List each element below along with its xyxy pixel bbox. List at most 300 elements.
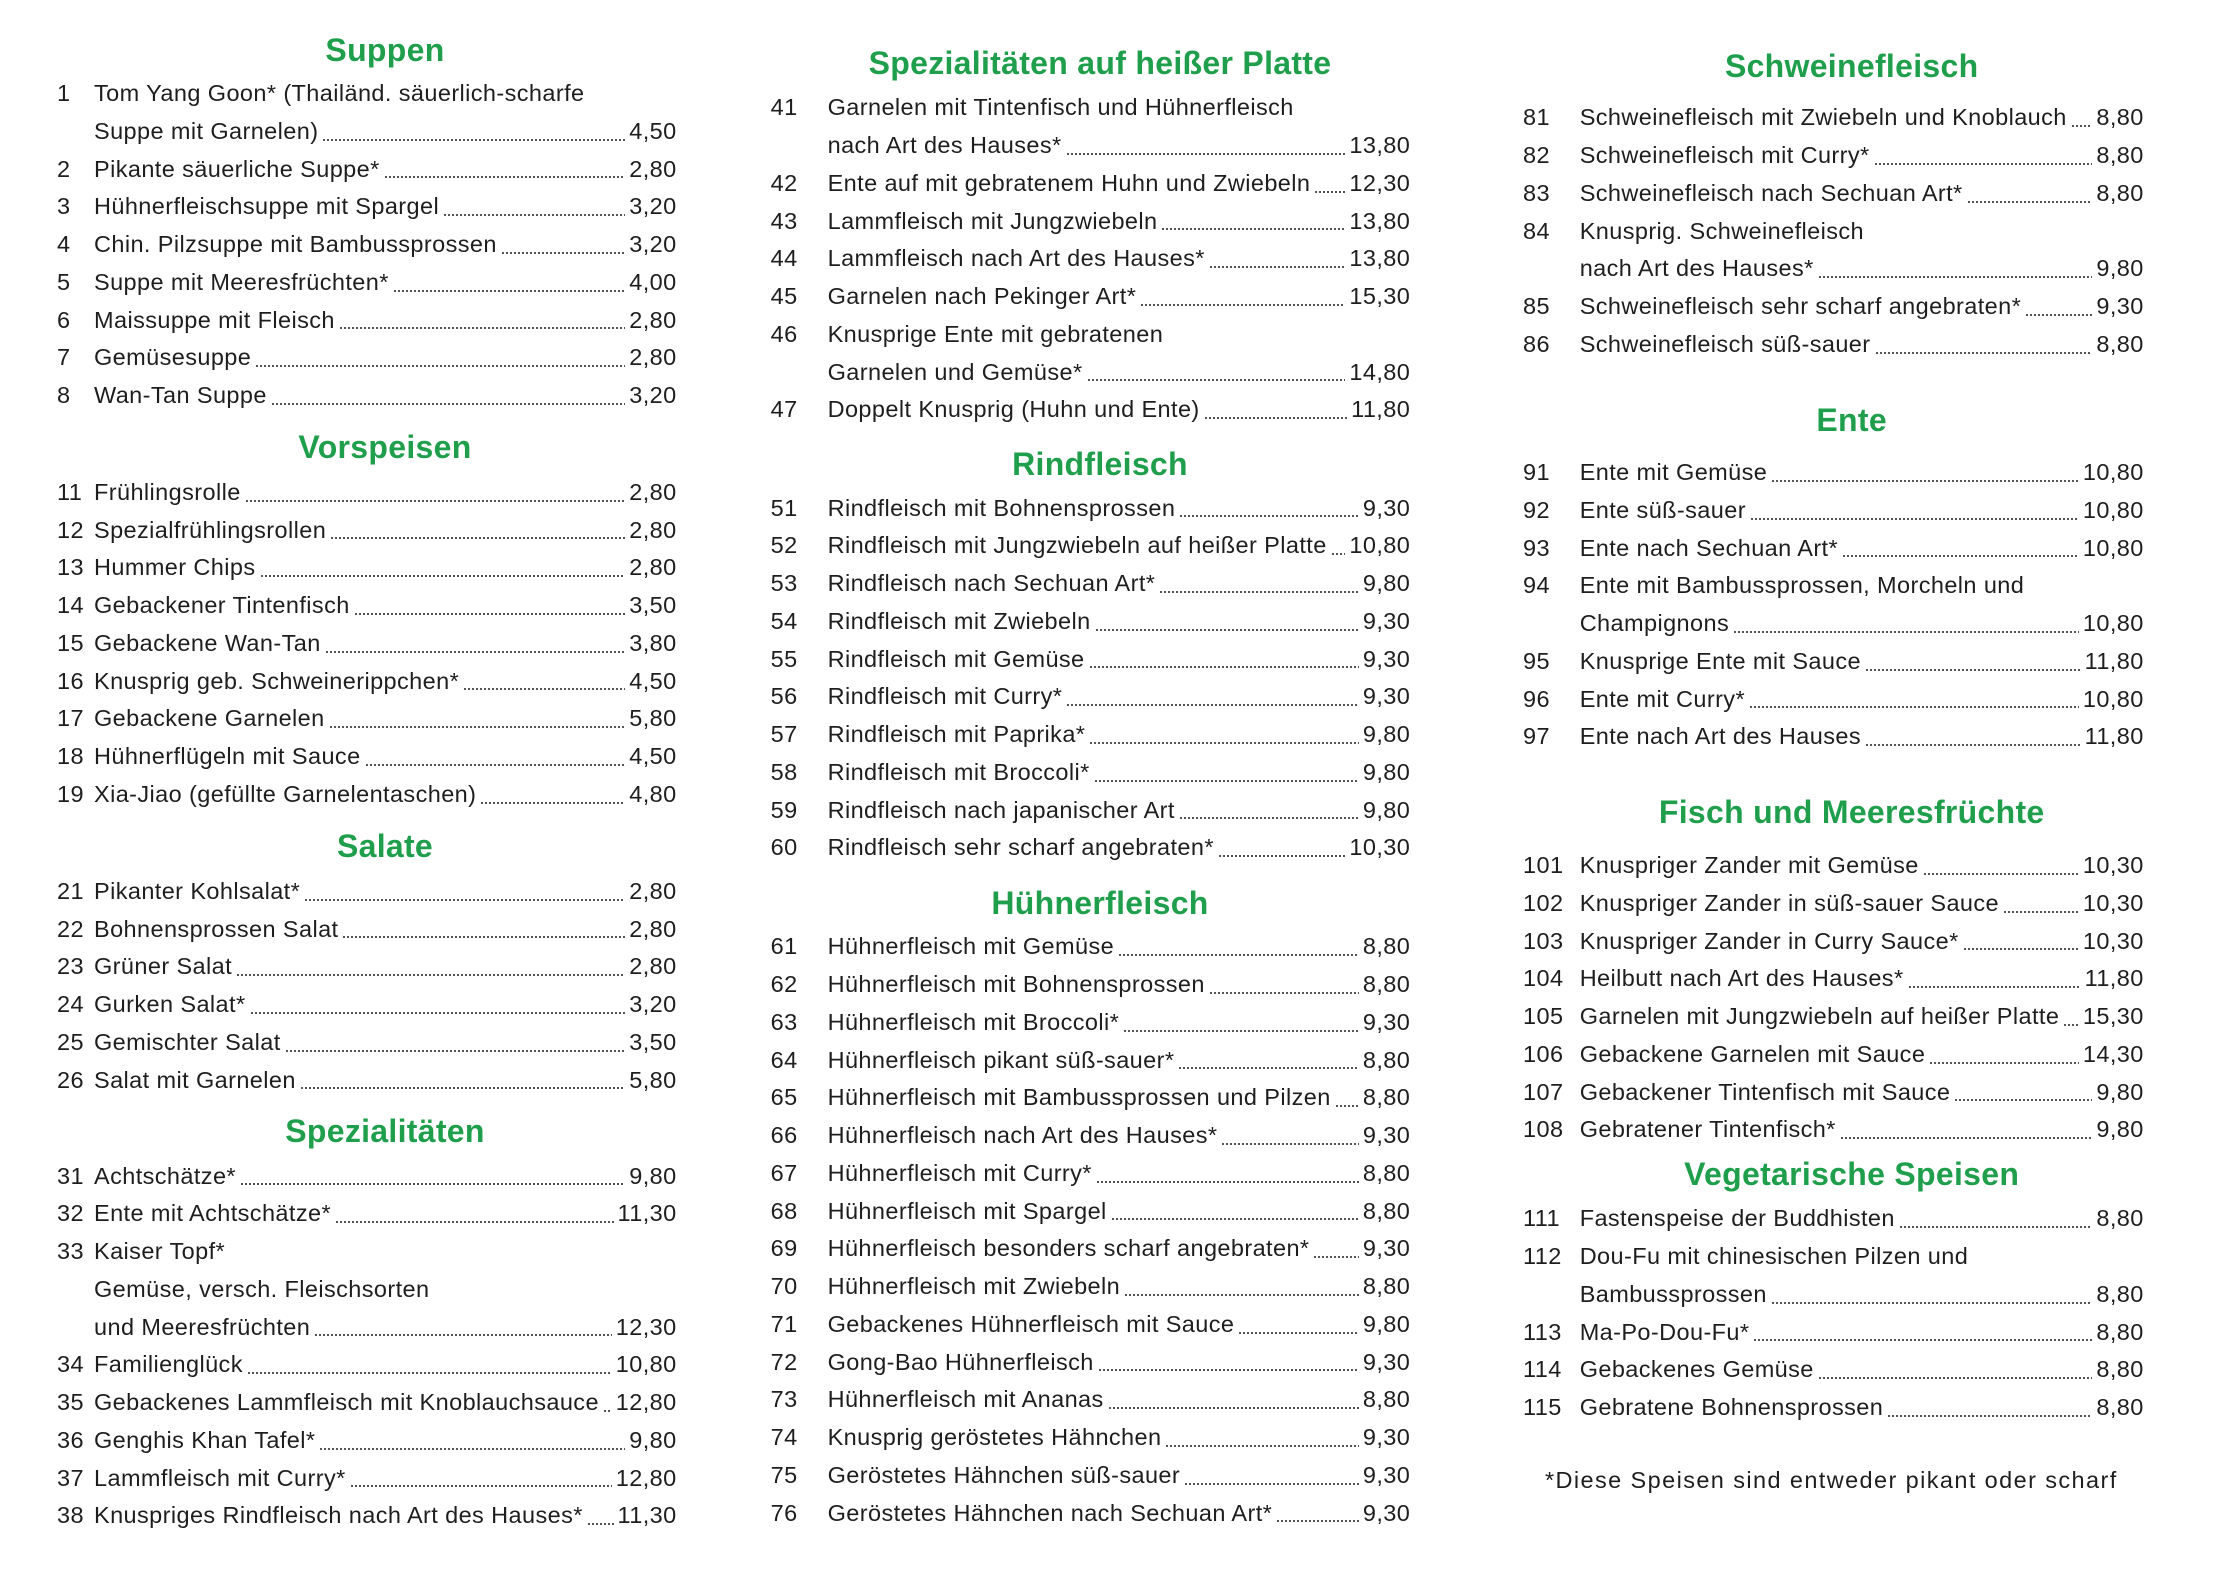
- dot-leader: [1108, 1406, 1359, 1410]
- menu-item-line: [57, 587, 677, 625]
- menu-item-line: [57, 1233, 677, 1271]
- item-price: 8,80: [2096, 1205, 2144, 1232]
- dot-leader: [339, 326, 625, 330]
- item-price: 9,30: [1362, 683, 1411, 710]
- dot-leader: [587, 1522, 614, 1526]
- menu-item-line: [57, 700, 677, 738]
- menu-item-line: [57, 188, 677, 226]
- item-name: Hühnerfleisch nach Art des Hauses*: [827, 1122, 1218, 1149]
- dot-leader: [365, 763, 626, 767]
- item-name: Knusprig. Schweinefleisch: [1579, 217, 1864, 244]
- item-name: Ente mit Achtschätze*: [94, 1200, 331, 1227]
- dot-leader: [354, 612, 626, 616]
- item-number: 115: [1523, 1394, 1562, 1421]
- menu-item-line: [1523, 567, 2144, 605]
- item-price: 9,30: [1362, 1008, 1411, 1035]
- dot-leader: [1184, 1482, 1359, 1486]
- item-name: Knusprige Ente mit Sauce: [1579, 647, 1861, 674]
- item-number: 53: [770, 570, 798, 597]
- dot-leader: [1749, 705, 2079, 709]
- dot-leader: [1204, 416, 1347, 420]
- item-price: 3,80: [629, 629, 677, 656]
- item-name: Hühnerfleisch mit Spargel: [827, 1197, 1107, 1224]
- item-price: 10,30: [2082, 889, 2144, 916]
- dot-leader: [335, 1220, 614, 1224]
- item-name: Ente mit Curry*: [1579, 685, 1746, 712]
- item-number: 24: [57, 991, 84, 1018]
- menu-item-line: [57, 1062, 677, 1100]
- dot-leader: [1111, 1217, 1359, 1221]
- item-name: Rindfleisch mit Jungzwiebeln auf heißer Platte: [827, 532, 1327, 559]
- menu-item-line: [1523, 998, 2144, 1036]
- item-number: 76: [770, 1499, 798, 1526]
- item-number: 74: [770, 1424, 798, 1451]
- dot-leader: [1209, 265, 1346, 269]
- item-number: 113: [1523, 1318, 1562, 1345]
- item-number: 94: [1523, 572, 1550, 599]
- menu-item-line: [771, 603, 1411, 641]
- item-price: 2,80: [629, 306, 677, 333]
- item-number: 95: [1523, 647, 1550, 674]
- item-number: 15: [57, 629, 84, 656]
- item-number: 38: [57, 1502, 84, 1529]
- dot-leader: [1221, 1142, 1358, 1146]
- dot-leader: [300, 1086, 625, 1090]
- item-price: 11,30: [617, 1502, 677, 1529]
- item-number: 93: [1523, 534, 1550, 561]
- dot-leader: [1875, 351, 2093, 355]
- item-price: 10,80: [615, 1351, 677, 1378]
- item-number: 70: [770, 1273, 798, 1300]
- dot-leader: [329, 725, 626, 729]
- item-price: 10,30: [2082, 927, 2144, 954]
- menu-item-line: [771, 354, 1411, 392]
- item-price: 12,30: [615, 1313, 677, 1340]
- dot-leader: [1967, 200, 2093, 204]
- dot-leader: [342, 935, 625, 939]
- menu-item-line: [1523, 492, 2144, 530]
- item-price: 12,80: [615, 1464, 677, 1491]
- item-price: 9,30: [1362, 1122, 1411, 1149]
- item-price: 5,80: [629, 705, 677, 732]
- item-name: Rindfleisch mit Bohnensprossen: [827, 494, 1176, 521]
- item-number: 83: [1523, 179, 1550, 206]
- item-number: 36: [57, 1426, 84, 1453]
- item-number: 25: [57, 1028, 84, 1055]
- item-number: 18: [57, 743, 84, 770]
- menu-item-line: [57, 1422, 677, 1460]
- dot-leader: [1118, 953, 1359, 957]
- menu-item-line: [57, 776, 677, 814]
- dot-leader: [1842, 554, 2079, 558]
- item-name: Bohnensprossen Salat: [94, 915, 339, 942]
- item-number: 55: [770, 645, 798, 672]
- item-name: Gebackene Wan-Tan: [94, 629, 321, 656]
- item-price: 9,80: [629, 1426, 677, 1453]
- item-name: Hühnerfleisch mit Curry*: [827, 1159, 1092, 1186]
- section-heading: Hühnerfleisch: [991, 885, 1209, 922]
- menu-item-line: [57, 1024, 677, 1062]
- dot-leader: [1095, 628, 1359, 632]
- item-name: nach Art des Hauses*: [827, 132, 1062, 159]
- item-number: 1: [57, 80, 71, 107]
- item-name: Knuspriger Zander in Curry Sauce*: [1579, 927, 1959, 954]
- menu-item-line: [771, 928, 1411, 966]
- item-number: 47: [770, 396, 798, 423]
- menu-item-line: [771, 641, 1411, 679]
- menu-item-line: [57, 1271, 677, 1309]
- menu-item-line: [771, 527, 1411, 565]
- item-name: Lammfleisch mit Curry*: [94, 1464, 346, 1491]
- item-number: 97: [1523, 723, 1550, 750]
- item-price: 2,80: [629, 877, 677, 904]
- item-number: 96: [1523, 685, 1550, 712]
- item-name: Schweinefleisch süß-sauer: [1579, 330, 1871, 357]
- item-number: 63: [770, 1008, 798, 1035]
- dot-leader: [1771, 1301, 2092, 1305]
- item-price: 10,30: [1349, 834, 1411, 861]
- dot-leader: [1874, 162, 2093, 166]
- dot-leader: [240, 1182, 625, 1186]
- item-name: Gemüsesuppe: [94, 344, 252, 371]
- item-name: Knusprig geröstetes Hähnchen: [827, 1424, 1162, 1451]
- item-name: Gemüse, versch. Fleischsorten: [94, 1275, 430, 1302]
- menu-item-line: [1523, 1351, 2144, 1389]
- item-price: 9,80: [1362, 758, 1411, 785]
- menu-item-line: [1523, 643, 2144, 681]
- item-name: Rindfleisch sehr scharf angebraten*: [827, 834, 1214, 861]
- item-name: Schweinefleisch mit Curry*: [1579, 142, 1870, 169]
- menu-item-line: [57, 113, 677, 151]
- item-number: 73: [770, 1386, 798, 1413]
- menu-item-line: [771, 1495, 1411, 1533]
- item-name: Ma-Po-Dou-Fu*: [1579, 1318, 1750, 1345]
- item-price: 9,80: [1362, 570, 1411, 597]
- item-name: Hühnerfleisch mit Gemüse: [827, 933, 1115, 960]
- item-number: 81: [1523, 104, 1550, 131]
- item-number: 16: [57, 667, 84, 694]
- dot-leader: [1840, 1136, 2093, 1140]
- item-name: Maissuppe mit Fleisch: [94, 306, 335, 333]
- item-name: Fastenspeise der Buddhisten: [1579, 1205, 1895, 1232]
- menu-item-line: [57, 549, 677, 587]
- menu-item-line: [771, 1117, 1411, 1155]
- item-price: 10,80: [2082, 496, 2144, 523]
- item-number: 56: [770, 683, 798, 710]
- menu-item-line: [771, 1193, 1411, 1231]
- menu-item-line: [1523, 923, 2144, 961]
- item-price: 10,30: [2082, 852, 2144, 879]
- menu-item-line: [771, 1042, 1411, 1080]
- menu-item-line: [771, 1344, 1411, 1382]
- item-number: 82: [1523, 142, 1550, 169]
- dot-leader: [322, 138, 625, 142]
- item-name: Knuspriger Zander mit Gemüse: [1579, 852, 1919, 879]
- dot-leader: [1094, 779, 1359, 783]
- dot-leader: [501, 251, 625, 255]
- menu-item-line: [1523, 960, 2144, 998]
- item-number: 69: [770, 1235, 798, 1262]
- menu-item-line: [1523, 1036, 2144, 1074]
- menu-item-line: [1523, 250, 2144, 288]
- item-price: 15,30: [2082, 1003, 2144, 1030]
- item-price: 14,80: [1349, 358, 1411, 385]
- item-name: Achtschätze*: [94, 1162, 236, 1189]
- dot-leader: [1218, 854, 1345, 858]
- menu-item-line: [57, 1309, 677, 1347]
- item-name: Gebackenes Hühnerfleisch mit Sauce: [827, 1310, 1235, 1337]
- item-number: 101: [1523, 852, 1564, 879]
- dot-leader: [271, 402, 625, 406]
- item-price: 8,80: [2096, 1394, 2144, 1421]
- item-name: Rindfleisch mit Gemüse: [827, 645, 1085, 672]
- dot-leader: [1209, 991, 1359, 995]
- item-number: 43: [770, 207, 798, 234]
- menu-item-line: [1523, 1074, 2144, 1112]
- dot-leader: [1771, 479, 2079, 483]
- menu-item-line: [771, 565, 1411, 603]
- item-name: Bambussprossen: [1579, 1280, 1767, 1307]
- item-name: Knuspriger Zander in süß-sauer Sauce: [1579, 889, 2000, 916]
- dot-leader: [1179, 514, 1359, 518]
- menu-item-line: [57, 948, 677, 986]
- menu-item-line: [1523, 1238, 2144, 1276]
- item-name: Ente süß-sauer: [1579, 496, 1746, 523]
- item-number: 23: [57, 953, 84, 980]
- item-name: Rindfleisch nach Sechuan Art*: [827, 570, 1156, 597]
- section-heading: Suppen: [325, 31, 445, 68]
- dot-leader: [1923, 872, 2079, 876]
- item-name: Hummer Chips: [94, 554, 256, 581]
- item-number: 44: [770, 245, 798, 272]
- dot-leader: [1087, 378, 1346, 382]
- section-heading: Schweinefleisch: [1724, 47, 1979, 84]
- item-name: Rindfleisch mit Broccoli*: [827, 758, 1090, 785]
- item-name: Ente nach Art des Hauses: [1579, 723, 1862, 750]
- item-number: 60: [770, 834, 798, 861]
- menu-item-line: [1523, 1314, 2144, 1352]
- item-name: Gebratene Bohnensprossen: [1579, 1394, 1884, 1421]
- item-price: 9,80: [2096, 255, 2144, 282]
- item-number: 64: [770, 1046, 798, 1073]
- item-number: 102: [1523, 889, 1564, 916]
- item-price: 9,30: [1362, 1348, 1411, 1375]
- menu-item-line: [57, 1460, 677, 1498]
- dot-leader: [480, 801, 625, 805]
- item-name: Hühnerfleischsuppe mit Spargel: [94, 193, 440, 220]
- item-price: 13,80: [1349, 245, 1411, 272]
- section-heading: Fisch und Meeresfrüchte: [1658, 793, 2045, 830]
- dot-leader: [1929, 1061, 2079, 1065]
- item-name: Lammfleisch nach Art des Hauses*: [827, 245, 1205, 272]
- dot-leader: [1750, 517, 2079, 521]
- section-heading: Spezialitäten: [285, 1113, 485, 1149]
- item-name: Pikante säuerliche Suppe*: [94, 155, 380, 182]
- menu-item-line: [57, 302, 677, 340]
- dot-leader: [1159, 590, 1359, 594]
- item-number: 62: [770, 971, 798, 998]
- item-price: 8,80: [2096, 1280, 2144, 1307]
- item-name: Frühlingsrolle: [94, 478, 241, 505]
- item-name: Knusprig geb. Schweinerippchen*: [94, 667, 460, 694]
- menu-item-line: [771, 1155, 1411, 1193]
- item-number: 3: [57, 193, 71, 220]
- dot-leader: [285, 1049, 626, 1053]
- item-price: 2,80: [629, 478, 677, 505]
- item-number: 71: [770, 1310, 798, 1337]
- dot-leader: [255, 364, 625, 368]
- item-price: 8,80: [2096, 179, 2144, 206]
- menu-item-line: [57, 264, 677, 302]
- dot-leader: [1238, 1331, 1358, 1335]
- item-name: Salat mit Garnelen: [94, 1066, 296, 1093]
- dot-leader: [603, 1409, 612, 1413]
- item-price: 3,20: [629, 231, 677, 258]
- menu-item-line: [771, 391, 1411, 429]
- section-heading: Rindfleisch: [1012, 446, 1188, 483]
- item-name: Rindfleisch mit Zwiebeln: [827, 607, 1091, 634]
- dot-leader: [1963, 947, 2079, 951]
- item-number: 21: [57, 877, 84, 904]
- menu-item-line: [57, 474, 677, 512]
- item-name: Spezialfrühlingsrollen: [94, 516, 327, 543]
- dot-leader: [250, 1011, 626, 1015]
- item-price: 9,80: [2096, 1078, 2144, 1105]
- item-name: Champignons: [1579, 610, 1730, 637]
- item-price: 4,00: [629, 268, 677, 295]
- menu-item-line: [1523, 137, 2144, 175]
- menu-item-line: [771, 490, 1411, 528]
- footnote: *Diese Speisen sind entweder pikant oder scharf: [1545, 1467, 2118, 1493]
- menu-item-line: [57, 738, 677, 776]
- menu-item-line: [57, 873, 677, 911]
- section-heading: Ente: [1816, 402, 1887, 439]
- dot-leader: [463, 687, 625, 691]
- item-number: 34: [57, 1351, 84, 1378]
- item-price: 8,80: [1362, 971, 1411, 998]
- dot-leader: [1165, 1444, 1358, 1448]
- dot-leader: [1096, 1180, 1359, 1184]
- menu-item-line: [771, 1004, 1411, 1042]
- item-price: 12,80: [615, 1389, 677, 1416]
- menu-item-line: [1523, 175, 2144, 213]
- item-price: 4,50: [629, 743, 677, 770]
- item-number: 19: [57, 780, 84, 807]
- menu-item-line: [1523, 213, 2144, 251]
- item-name: Xia-Jiao (gefüllte Garnelentaschen): [94, 780, 477, 807]
- menu-item-line: [771, 316, 1411, 354]
- item-price: 2,80: [629, 155, 677, 182]
- item-price: 8,80: [2096, 1356, 2144, 1383]
- item-price: 8,80: [1362, 1159, 1411, 1186]
- dot-leader: [1954, 1098, 2092, 1102]
- menu-item-line: [771, 1419, 1411, 1457]
- item-price: 8,80: [2096, 142, 2144, 169]
- dot-leader: [443, 213, 625, 217]
- dot-leader: [1335, 1104, 1359, 1108]
- dot-leader: [319, 1447, 625, 1451]
- item-number: 85: [1523, 293, 1550, 320]
- item-price: 8,80: [1362, 1273, 1411, 1300]
- menu-item-line: [57, 663, 677, 701]
- dot-leader: [1313, 1255, 1358, 1259]
- item-number: 111: [1523, 1205, 1560, 1232]
- item-price: 4,80: [629, 780, 677, 807]
- dot-leader: [1331, 552, 1346, 556]
- item-name: Hühnerfleisch pikant süß-sauer*: [827, 1046, 1175, 1073]
- item-price: 9,30: [1362, 645, 1411, 672]
- dot-leader: [1066, 152, 1346, 156]
- item-price: 8,80: [2096, 104, 2144, 131]
- item-price: 8,80: [1362, 1386, 1411, 1413]
- dot-leader: [247, 1371, 612, 1375]
- item-number: 22: [57, 915, 84, 942]
- item-name: Geröstetes Hähnchen nach Sechuan Art*: [827, 1499, 1273, 1526]
- item-name: Gebackene Garnelen: [94, 705, 325, 732]
- item-name: Garnelen und Gemüse*: [827, 358, 1083, 385]
- menu-item-line: [1523, 454, 2144, 492]
- item-number: 32: [57, 1200, 84, 1227]
- item-number: 31: [57, 1162, 84, 1189]
- item-price: 11,80: [2084, 647, 2144, 674]
- item-name: Genghis Khan Tafel*: [94, 1426, 316, 1453]
- item-name: Garnelen mit Tintenfisch und Hühnerfleisch: [827, 94, 1294, 121]
- item-name: Hühnerflügeln mit Sauce: [94, 743, 361, 770]
- item-number: 112: [1523, 1243, 1562, 1270]
- item-name: Wan-Tan Suppe: [94, 382, 267, 409]
- dot-leader: [1123, 1029, 1359, 1033]
- item-price: 10,80: [2082, 459, 2144, 486]
- item-price: 2,80: [629, 953, 677, 980]
- dot-leader: [260, 574, 626, 578]
- item-name: Gebackener Tintenfisch mit Sauce: [1579, 1078, 1951, 1105]
- menu-item-line: [771, 240, 1411, 278]
- menu-item-line: [1523, 885, 2144, 923]
- item-price: 9,30: [1362, 1461, 1411, 1488]
- dot-leader: [314, 1333, 612, 1337]
- menu-item-line: [771, 165, 1411, 203]
- menu-item-line: [771, 1268, 1411, 1306]
- item-number: 6: [57, 306, 71, 333]
- dot-leader: [325, 650, 626, 654]
- menu-item-line: [57, 151, 677, 189]
- menu-item-line: [57, 226, 677, 264]
- dot-leader: [384, 175, 626, 179]
- item-name: Dou-Fu mit chinesischen Pilzen und: [1579, 1243, 1969, 1270]
- dot-leader: [1178, 1066, 1358, 1070]
- item-name: Chin. Pilzsuppe mit Bambussprossen: [94, 231, 497, 258]
- menu-item-line: [57, 1158, 677, 1196]
- item-price: 8,80: [1362, 1084, 1411, 1111]
- menu-item-line: [771, 127, 1411, 165]
- item-price: 9,80: [629, 1162, 677, 1189]
- menu-item-line: [57, 1384, 677, 1422]
- item-number: 51: [770, 494, 798, 521]
- menu-item-line: [771, 1306, 1411, 1344]
- item-price: 3,20: [629, 382, 677, 409]
- dot-leader: [1098, 1368, 1359, 1372]
- item-name: Hühnerfleisch mit Bohnensprossen: [827, 971, 1205, 998]
- menu-item-line: [771, 792, 1411, 830]
- menu-item-line: [771, 278, 1411, 316]
- item-number: 68: [770, 1197, 798, 1224]
- item-price: 14,30: [2082, 1040, 2144, 1067]
- item-number: 92: [1523, 496, 1550, 523]
- item-number: 13: [57, 554, 84, 581]
- item-name: Schweinefleisch sehr scharf angebraten*: [1579, 293, 2022, 320]
- item-price: 9,80: [2096, 1116, 2144, 1143]
- item-name: Rindfleisch nach japanischer Art: [827, 796, 1175, 823]
